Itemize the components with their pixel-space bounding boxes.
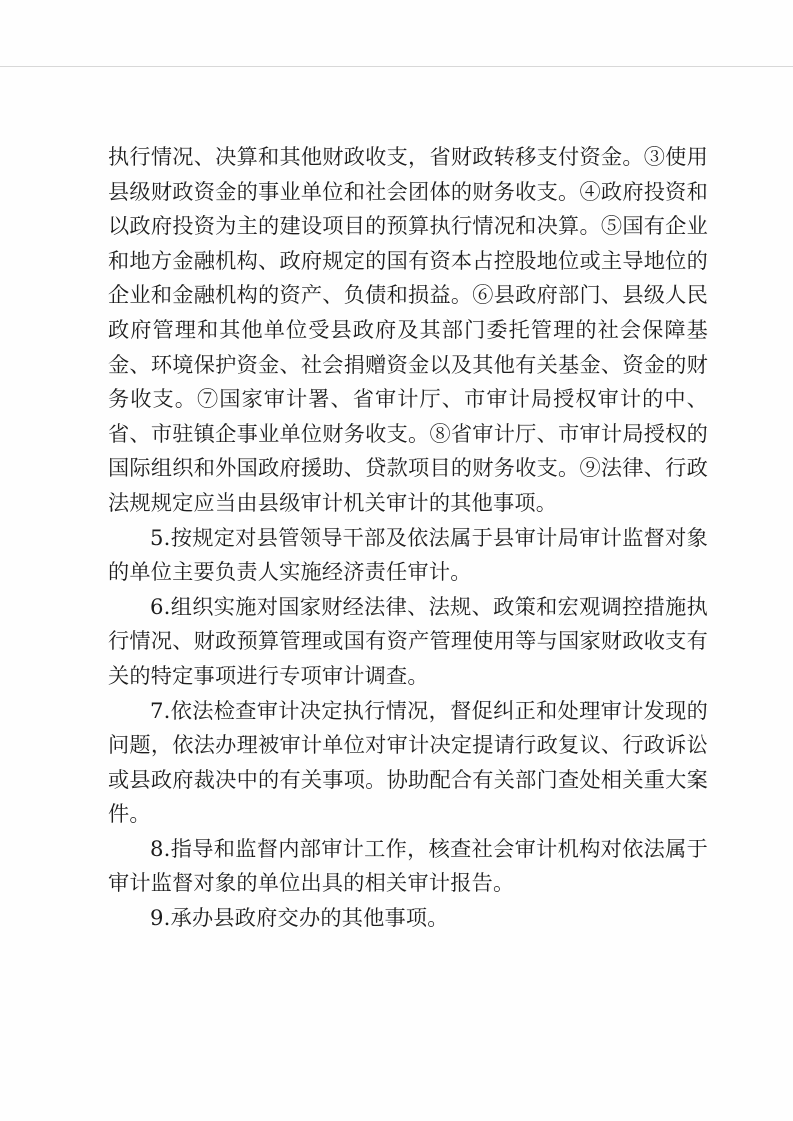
- paragraph-item-5: 5.按规定对县管领导干部及依法属于县审计局审计监督对象的单位主要负责人实施经济责任审计。: [108, 524, 708, 585]
- paragraph-item-6: 6.组织实施对国家财经法律、法规、政策和宏观调控措施执行情况、财政预算管理或国有资产管理使用等与国家财政收支有关的特定事项进行专项审计调查。: [108, 593, 708, 688]
- paragraph-item-7: 7.依法检查审计决定执行情况，督促纠正和处理审计发现的问题，依法办理被审计单位对审计决定提请行政复议、行政诉讼或县政府裁决中的有关事项。协助配合有关部门查处相关重大案件。: [108, 697, 708, 827]
- paragraph-item-8: 8.指导和监督内部审计工作，核查社会审计机构对依法属于审计监督对象的单位出具的相关审计报告。: [108, 835, 708, 896]
- header-rule: [0, 66, 793, 67]
- paragraph-item-9: 9.承办县政府交办的其他事项。: [150, 905, 449, 931]
- body-text: [108, 140, 708, 936]
- paragraph-continuation: 执行情况、决算和其他财政收支，省财政转移支付资金。③使用县级财政资金的事业单位和社会团体的财务收支。④政府投资和以政府投资为主的建设项目的预算执行情况和决算。⑤国有企业和地方金融机构、政府规定的国有资本占控股地位或主导地位的企业和金融机构的资产、负债和损益。⑥县政府部门、县级人民政府管理和其他单位受县政府及其部门委托管理的社会保障基金、环境保护资金、社会捐赠资金以及其他有关基金、资金的财务收支。⑦国家审计署、省审计厅、市审计局授权审计的中、省、市驻镇企事业单位财务收支。⑧省审计厅、市审计局授权的国际组织和外国政府援助、贷款项目的财务收支。⑨法律、行政法规规定应当由县级审计机关审计的其他事项。: [108, 144, 708, 515]
